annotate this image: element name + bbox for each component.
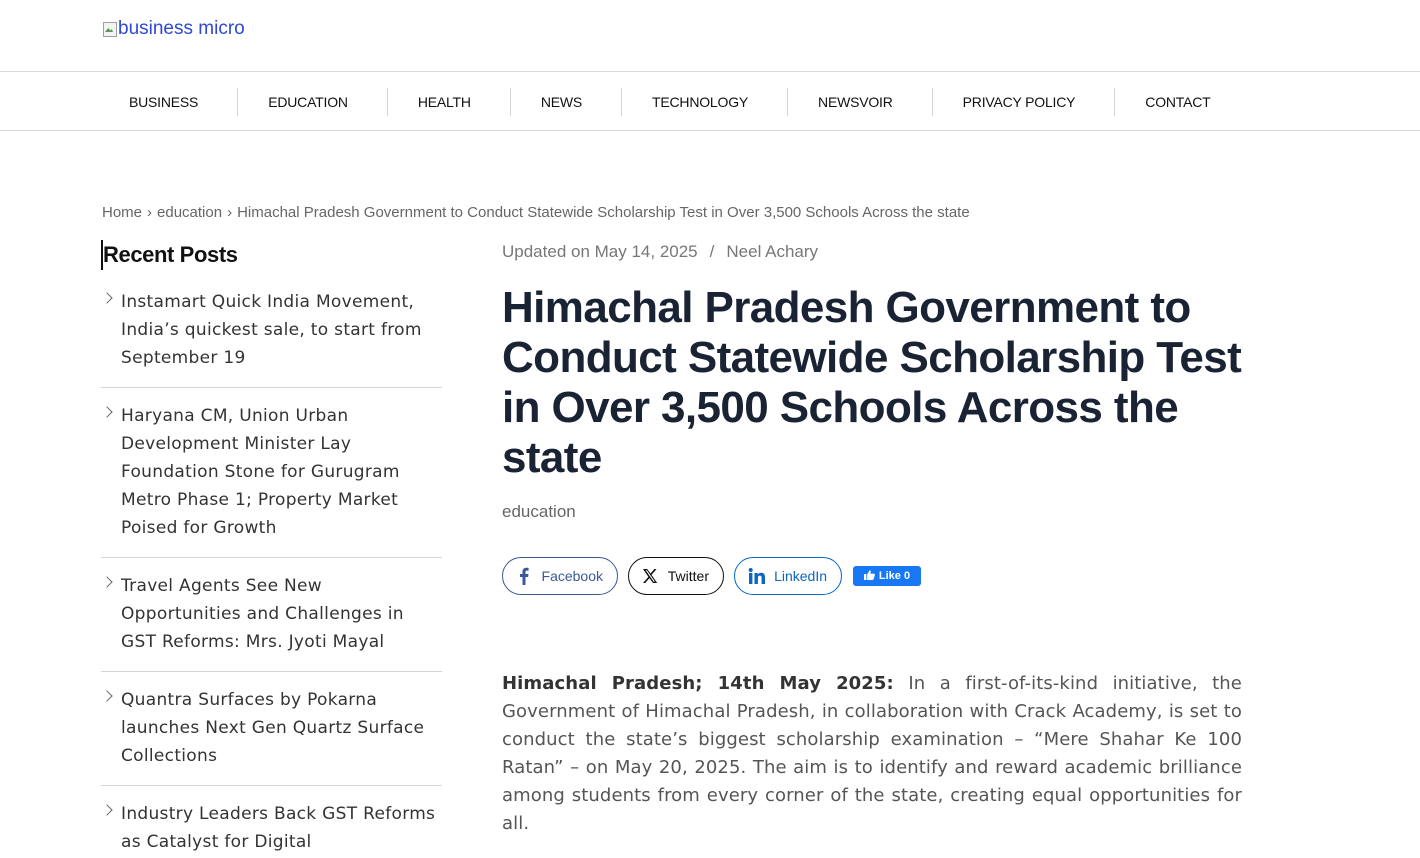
breadcrumb-separator: › (147, 204, 153, 221)
recent-post-item (101, 288, 442, 388)
recent-post-item (101, 402, 442, 558)
facebook-icon (515, 567, 534, 585)
thumbs-up-icon (864, 570, 875, 583)
chevron-right-icon (101, 576, 112, 587)
updated-date: Updated on May 14, 2025 (502, 242, 698, 261)
nav-item-contact[interactable]: CONTACT (1145, 93, 1211, 110)
recent-post-link[interactable]: Travel Agents See New Opportunities and Challenges in GST Reforms: Mrs. Jyoti Mayal (121, 576, 404, 652)
twitter-share-button[interactable] (628, 557, 724, 595)
recent-post-link[interactable]: Industry Leaders Back GST Reforms as Catalyst for Digital (121, 804, 436, 852)
main-navigation (0, 72, 1420, 131)
broken-image-icon (102, 21, 118, 37)
article-lead-text: In a first-of-its-kind initiative, the Government of Himachal Pradesh, in collaboration with Crack Academy, is set to conduct the state’s biggest scholarship examination – “Mere Shahar Ke 100 Ratan” – on May 20, 2025. The aim is to identify and reward academic brilliance among students from every corner of the state, creating equal opportunities for all. (502, 673, 1242, 834)
recent-post-item (101, 572, 442, 672)
breadcrumb-separator: › (227, 204, 233, 221)
twitter-share-label: Twitter (667, 568, 709, 584)
recent-post-item (101, 686, 442, 786)
breadcrumb-current: Himachal Pradesh Government to Conduct Statewide Scholarship Test in Over 3,500 Schools Across the state (237, 204, 970, 221)
like-count-label: Like 0 (878, 570, 911, 582)
breadcrumb (102, 204, 970, 221)
recent-post-link[interactable]: Haryana CM, Union Urban Development Minister Lay Foundation Stone for Gurugram Metro Phase 1; Property Market Poised for Growth (121, 406, 400, 538)
recent-post-link[interactable]: Quantra Surfaces by Pokarna launches Next Gen Quartz Surface Collections (121, 690, 425, 766)
x-logo-icon (641, 568, 660, 584)
article-dateline: Himachal Pradesh; 14th May 2025: (502, 673, 894, 694)
article-meta (502, 242, 818, 262)
site-header (0, 0, 1420, 72)
nav-item-business[interactable]: BUSINESS (102, 88, 238, 116)
nav-item-newsvoir[interactable]: NEWSVOIR (788, 88, 933, 116)
nav-item-news[interactable]: NEWS (511, 88, 622, 116)
recent-posts-heading: Recent Posts (101, 240, 442, 270)
linkedin-icon (747, 568, 766, 584)
article-body-paragraph (502, 670, 1242, 838)
logo-alt-text[interactable]: business micro (118, 18, 245, 39)
chevron-right-icon (101, 292, 112, 303)
author-link[interactable]: Neel Achary (726, 242, 819, 261)
breadcrumb-home[interactable]: Home (102, 204, 143, 221)
article-title: Himachal Pradesh Government to Conduct Statewide Scholarship Test in Over 3,500 Schools Across the state (502, 283, 1242, 482)
linkedin-share-label: LinkedIn (774, 568, 827, 584)
chevron-right-icon (101, 690, 112, 701)
nav-item-health[interactable]: HEALTH (388, 88, 511, 116)
nav-item-technology[interactable]: TECHNOLOGY (622, 88, 788, 116)
recent-post-link[interactable]: Instamart Quick India Movement, India’s quickest sale, to start from September 19 (121, 292, 422, 368)
site-logo[interactable] (102, 18, 245, 40)
facebook-share-button[interactable] (502, 557, 618, 595)
meta-separator: / (709, 242, 715, 261)
nav-item-education[interactable]: EDUCATION (238, 88, 388, 116)
article-category[interactable]: education (502, 502, 576, 521)
nav-item-privacy-policy[interactable]: PRIVACY POLICY (933, 88, 1116, 116)
breadcrumb-category[interactable]: education (157, 204, 223, 221)
linkedin-share-button[interactable] (734, 557, 842, 595)
chevron-right-icon (101, 804, 112, 815)
sidebar (101, 240, 442, 858)
recent-post-item (101, 800, 442, 858)
share-bar (502, 557, 921, 595)
facebook-share-label: Facebook (541, 568, 603, 584)
facebook-like-button[interactable] (853, 566, 921, 586)
chevron-right-icon (101, 406, 112, 417)
